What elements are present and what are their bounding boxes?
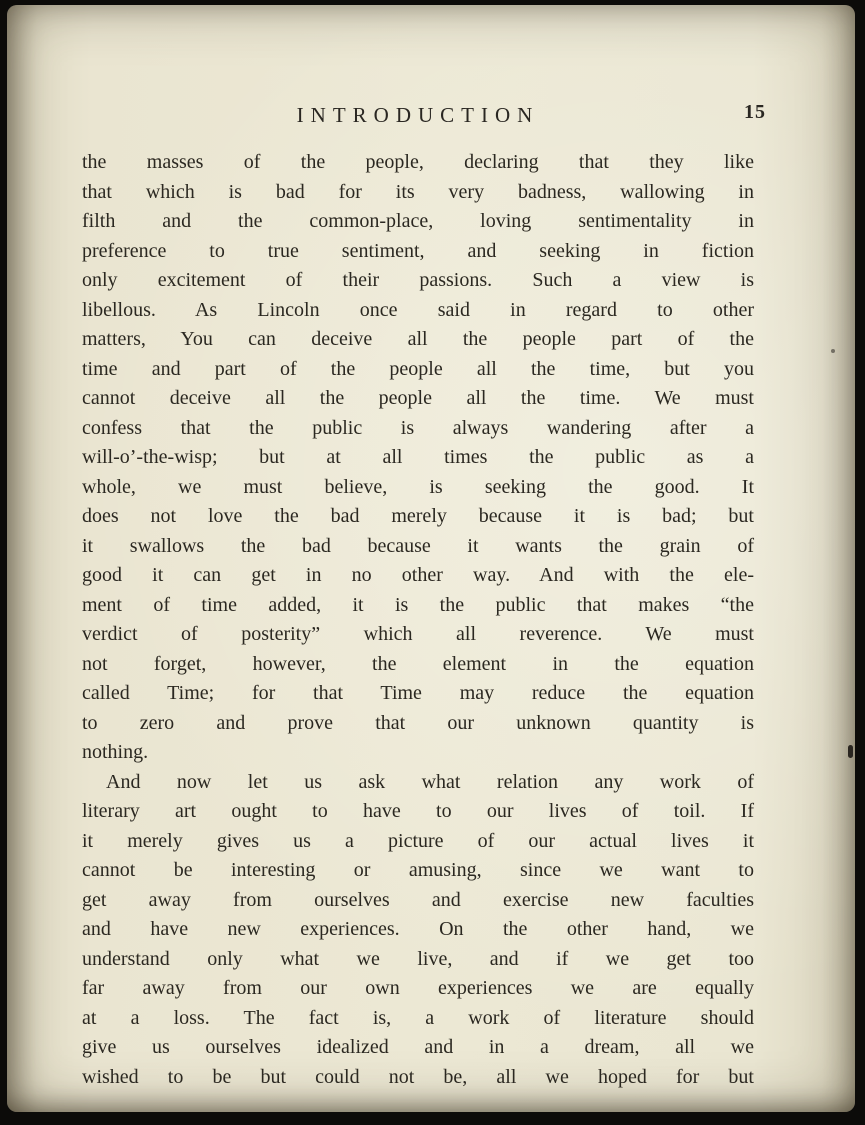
- text-line: get away from ourselves and exercise new faculties: [82, 888, 754, 911]
- text-line: whole, we must believe, is seeking the good. It: [82, 475, 754, 498]
- text-line: it swallows the bad because it wants the grain of: [82, 534, 754, 557]
- text-line: time and part of the people all the time, but you: [82, 357, 754, 380]
- text-line: And now let us ask what relation any work of: [106, 770, 754, 793]
- book-page: [7, 5, 855, 1112]
- text-line: only excitement of their passions. Such a view is: [82, 269, 754, 291]
- text-line: confess that the public is always wandering after a: [82, 416, 754, 439]
- text-line: will-o’-the-wisp; but at all times the public as a: [82, 446, 754, 468]
- text-line: literary art ought to have to our lives of toil. If: [82, 800, 754, 822]
- body-text: [82, 148, 754, 1092]
- text-line: filth and the common-place, loving sentimentality in: [82, 210, 754, 232]
- text-line: cannot be interesting or amusing, since we want to: [82, 859, 754, 881]
- text-line: libellous. As Lincoln once said in regard to other: [82, 298, 754, 321]
- scan-artifact-dot: [831, 349, 835, 353]
- page-content: [82, 101, 766, 1092]
- text-line: far away from our own experiences we are equally: [82, 977, 754, 999]
- text-line: understand only what we live, and if we get too: [82, 947, 754, 970]
- text-line: does not love the bad merely because it is bad; but: [82, 505, 754, 527]
- text-line: that which is bad for its very badness, wallowing in: [82, 180, 754, 203]
- text-line: ment of time added, it is the public that makes “the: [82, 593, 754, 616]
- text-line: preference to true sentiment, and seeking in fiction: [82, 239, 754, 262]
- page-number: 15: [744, 101, 766, 123]
- text-line: matters, You can deceive all the people part of the: [82, 328, 754, 350]
- text-line: not forget, however, the element in the equation: [82, 652, 754, 675]
- scan-artifact-dash: [848, 745, 853, 758]
- paragraph: [82, 148, 754, 768]
- text-line: to zero and prove that our unknown quantity is: [82, 711, 754, 734]
- text-line: and have new experiences. On the other hand, we: [82, 918, 754, 940]
- text-line: give us ourselves idealized and in a dream, all we: [82, 1036, 754, 1058]
- page-header: [82, 101, 766, 135]
- text-line: good it can get in no other way. And with the ele-: [82, 564, 754, 586]
- paragraph: [82, 768, 754, 1093]
- text-line: verdict of posterity” which all reverence. We must: [82, 623, 754, 645]
- text-line: cannot deceive all the people all the time. We must: [82, 387, 754, 409]
- text-line: the masses of the people, declaring that they like: [82, 151, 754, 173]
- text-line: it merely gives us a picture of our actual lives it: [82, 829, 754, 852]
- text-line: nothing.: [82, 741, 149, 763]
- text-line: at a loss. The fact is, a work of literature should: [82, 1006, 754, 1029]
- text-line: called Time; for that Time may reduce the equation: [82, 682, 754, 704]
- text-line: wished to be but could not be, all we hoped for but: [82, 1065, 754, 1088]
- running-head-title: INTRODUCTION: [296, 103, 540, 127]
